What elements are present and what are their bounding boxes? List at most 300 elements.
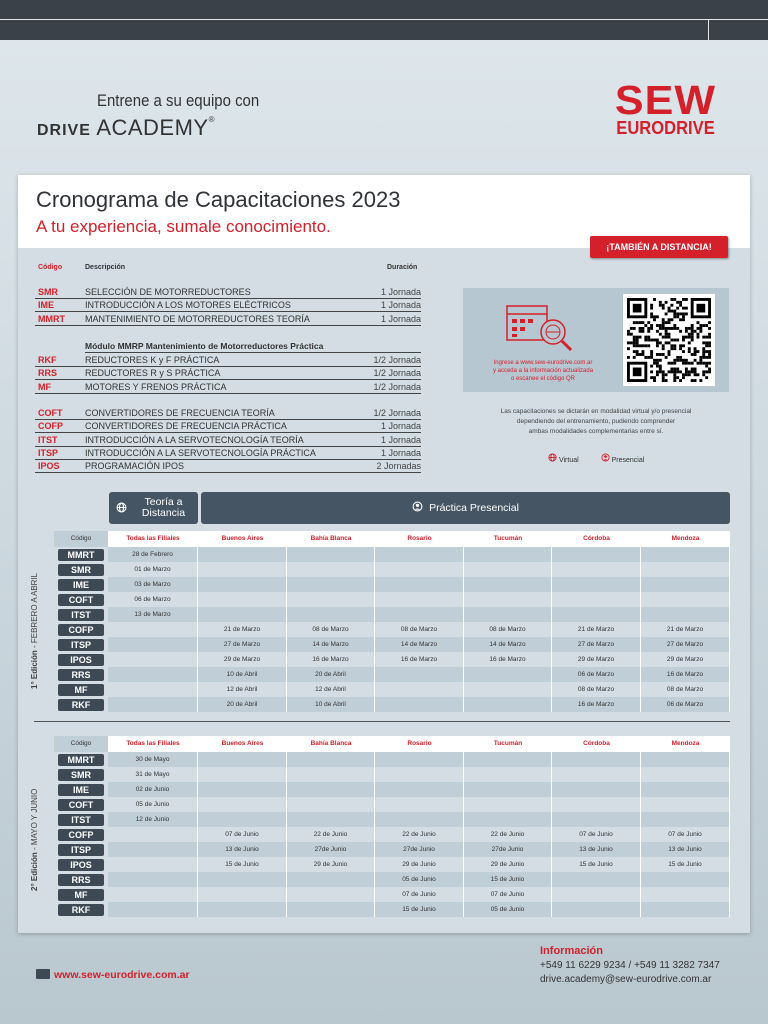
modality-legend <box>548 453 664 464</box>
code-cell <box>54 562 108 577</box>
table-header-row <box>54 736 730 752</box>
date-cell <box>108 857 198 872</box>
date-cell <box>375 797 464 812</box>
edition-1-label: 1° Edición - FEBRERO A ABRIL <box>30 572 39 689</box>
date-cell: 07 de Junio <box>198 827 287 842</box>
date-cell <box>552 812 641 827</box>
date-cell: 02 de Junio <box>108 782 198 797</box>
date-cell <box>641 767 730 782</box>
date-cell <box>287 562 375 577</box>
course-code-badge: RKF <box>58 699 104 711</box>
info-text: Ingrese a www.sew-eurodrive.com.ar y acceda a la información actualizada o escanee el código QR <box>492 360 594 383</box>
course-duration: 1 Jornada <box>380 421 421 432</box>
course-description: MANTENIMIENTO DE MOTORREDUCTORES TEORÍA <box>85 313 310 324</box>
date-cell: 21 de Marzo <box>552 622 641 637</box>
course-code-badge: COFP <box>58 829 104 841</box>
date-cell: 13 de Junio <box>198 842 287 857</box>
schedule-table-edition-1 <box>54 531 730 712</box>
course-code-badge: MMRT <box>58 549 104 561</box>
course-duration: 1/2 Jornada <box>373 368 421 379</box>
code-cell <box>54 752 108 767</box>
date-cell <box>464 797 552 812</box>
table-row <box>54 562 730 577</box>
date-cell: 06 de Marzo <box>641 697 730 712</box>
course-code-badge: IME <box>58 784 104 796</box>
table-row <box>54 637 730 652</box>
edition-2-label: 2° Edición - MAYO Y JUNIO <box>30 788 39 891</box>
date-cell: 15 de Junio <box>641 857 730 872</box>
date-cell: 15 de Junio <box>464 872 552 887</box>
date-cell: 12 de Abril <box>287 682 375 697</box>
phone-numbers: +549 11 6229 9234 / +549 11 3282 7347 <box>540 960 720 972</box>
course-duration: 1 Jornada <box>380 447 421 458</box>
column-header: Bahía Blanca <box>310 740 352 747</box>
code-cell <box>54 652 108 667</box>
date-cell <box>641 607 730 622</box>
modality-text: Las capacitaciones se dictarán en modalidad virtual y/o presencial dependiendo del entrenamiento, pudiendo comprender ambas modalidades complementarias entre sí. <box>500 408 692 435</box>
course-code-badge: ITST <box>58 814 104 826</box>
top-bar <box>0 0 768 40</box>
date-cell <box>641 872 730 887</box>
date-cell <box>641 752 730 767</box>
table-row <box>54 577 730 592</box>
date-cell <box>464 812 552 827</box>
date-cell <box>198 887 287 902</box>
date-cell <box>552 562 641 577</box>
date-cell: 13 de Marzo <box>108 607 198 622</box>
date-cell <box>287 797 375 812</box>
date-cell <box>375 607 464 622</box>
date-cell: 27 de Marzo <box>198 637 287 652</box>
column-header: Todas las Filiales <box>126 740 180 747</box>
course-code-badge: COFP <box>58 624 104 636</box>
date-cell: 15 de Junio <box>375 902 464 917</box>
date-cell: 07 de Junio <box>464 887 552 902</box>
course-code: SMR <box>38 287 58 297</box>
column-header: Bahía Blanca <box>310 535 352 542</box>
date-cell <box>375 682 464 697</box>
date-cell <box>108 902 198 917</box>
date-cell: 15 de Junio <box>198 857 287 872</box>
date-cell <box>198 872 287 887</box>
column-header: Tucumán <box>493 535 523 542</box>
date-cell: 14 de Marzo <box>464 637 552 652</box>
date-cell <box>198 782 287 797</box>
column-header: Córdoba <box>583 535 610 542</box>
course-row <box>35 313 421 326</box>
date-cell: 08 de Marzo <box>287 622 375 637</box>
table-row <box>54 872 730 887</box>
course-code: IME <box>38 300 55 311</box>
header-practica-presencial: Práctica Presencial <box>201 492 730 524</box>
edition-separator <box>34 721 730 722</box>
course-code: MF <box>38 381 51 392</box>
date-cell <box>287 577 375 592</box>
code-cell <box>54 697 108 712</box>
date-cell: 14 de Marzo <box>287 637 375 652</box>
date-cell <box>287 812 375 827</box>
calendar-search-icon <box>505 300 577 352</box>
table-row <box>54 887 730 902</box>
date-cell: 07 de Junio <box>641 827 730 842</box>
date-cell: 03 de Marzo <box>108 577 198 592</box>
page-subtitle: A tu experiencia, sumale conocimiento. <box>36 217 331 236</box>
date-cell <box>641 902 730 917</box>
code-cell <box>54 767 108 782</box>
date-cell: 16 de Marzo <box>375 652 464 667</box>
date-cell <box>108 842 198 857</box>
course-duration: 1 Jornada <box>380 300 421 311</box>
col-desc-header: Descripción <box>85 264 126 271</box>
column-header: Código <box>54 531 108 547</box>
qr-code[interactable] <box>623 294 715 386</box>
course-duration: 1 Jornada <box>380 287 421 297</box>
course-code-badge: ITST <box>58 609 104 621</box>
course-code-badge: COFT <box>58 594 104 606</box>
date-cell: 08 de Marzo <box>641 682 730 697</box>
code-cell <box>54 842 108 857</box>
column-header: Todas las Filiales <box>126 535 180 542</box>
date-cell <box>198 752 287 767</box>
date-cell: 05 de Junio <box>375 872 464 887</box>
course-code: IPOS <box>38 461 60 472</box>
date-cell: 30 de Mayo <box>108 752 198 767</box>
remote-badge: ¡TAMBIÉN A DISTANCIA! <box>590 236 728 258</box>
course-description: INTRODUCCIÓN A LA SERVOTECNOLOGÍA PRÁCTICA <box>85 447 316 458</box>
date-cell: 29 de Junio <box>287 857 375 872</box>
date-cell <box>108 637 198 652</box>
course-row <box>35 447 421 460</box>
date-cell <box>287 782 375 797</box>
course-row <box>35 286 421 299</box>
date-cell <box>464 592 552 607</box>
table-row <box>54 652 730 667</box>
code-cell <box>54 887 108 902</box>
course-row <box>35 381 421 394</box>
email-link[interactable]: drive.academy@sew-eurodrive.com.ar <box>540 974 712 986</box>
date-cell <box>552 577 641 592</box>
date-cell <box>198 767 287 782</box>
table-row <box>54 812 730 827</box>
course-description: CONVERTIDORES DE FRECUENCIA PRÁCTICA <box>85 421 287 432</box>
date-cell <box>641 547 730 562</box>
date-cell <box>375 562 464 577</box>
date-cell <box>198 812 287 827</box>
column-header: Tucumán <box>493 740 523 747</box>
date-cell: 22 de Junio <box>464 827 552 842</box>
date-cell: 29 de Marzo <box>198 652 287 667</box>
date-cell: 28 de Febrero <box>108 547 198 562</box>
table-row <box>54 607 730 622</box>
date-cell: 20 de Abril <box>287 667 375 682</box>
date-cell <box>375 697 464 712</box>
code-cell <box>54 682 108 697</box>
course-code-badge: MF <box>58 684 104 696</box>
date-cell <box>108 622 198 637</box>
code-cell <box>54 637 108 652</box>
date-cell <box>464 547 552 562</box>
course-duration: 1/2 Jornada <box>373 381 421 392</box>
course-description: INTRODUCCIÓN A LA SERVOTECNOLOGÍA TEORÍA <box>85 434 304 445</box>
table-row <box>54 667 730 682</box>
date-cell <box>108 697 198 712</box>
schedule-table-edition-2 <box>54 736 730 917</box>
date-cell <box>108 682 198 697</box>
course-description: MOTORES Y FRENOS PRÁCTICA <box>85 381 227 392</box>
course-duration: 1/2 Jornada <box>373 408 421 418</box>
date-cell <box>198 592 287 607</box>
date-cell: 08 de Marzo <box>375 622 464 637</box>
course-row <box>35 299 421 312</box>
col-code-header: Código <box>38 264 63 271</box>
course-code: MMRT <box>38 313 65 324</box>
date-cell <box>464 682 552 697</box>
column-header: Buenos Aires <box>221 535 264 542</box>
table-row <box>54 782 730 797</box>
date-cell <box>552 872 641 887</box>
date-cell <box>287 872 375 887</box>
course-code: RRS <box>38 368 58 379</box>
code-cell <box>54 667 108 682</box>
course-description: REDUCTORES K y F PRÁCTICA <box>85 355 220 365</box>
course-description: PROGRAMACIÓN IPOS <box>85 461 185 472</box>
table-row <box>54 902 730 917</box>
date-cell <box>108 887 198 902</box>
date-cell: 27de Junio <box>375 842 464 857</box>
globe-icon <box>116 502 127 513</box>
contact-info: Información +549 11 6229 9234 / +549 11 3282 7347 drive.academy@sew-eurodrive.com.ar <box>540 945 720 986</box>
code-cell <box>54 902 108 917</box>
course-code-badge: ITSP <box>58 844 104 856</box>
table-row <box>54 767 730 782</box>
date-cell <box>375 752 464 767</box>
course-code-badge: SMR <box>58 769 104 781</box>
page-title: Cronograma de Capacitaciones 2023 <box>36 187 401 212</box>
table-row <box>54 752 730 767</box>
date-cell: 29 de Marzo <box>641 652 730 667</box>
course-code-badge: MMRT <box>58 754 104 766</box>
date-cell <box>108 652 198 667</box>
course-code-badge: RRS <box>58 669 104 681</box>
person-icon <box>601 453 610 462</box>
website-link[interactable]: www.sew-eurodrive.com.ar <box>36 969 190 981</box>
column-header: Mendoza <box>671 740 700 747</box>
table-row <box>54 682 730 697</box>
date-cell: 29 de Marzo <box>552 652 641 667</box>
course-code-badge: IPOS <box>58 654 104 666</box>
code-cell <box>54 797 108 812</box>
date-cell: 12 de Junio <box>108 812 198 827</box>
arrow-icon <box>36 969 50 979</box>
date-cell <box>552 547 641 562</box>
date-cell: 12 de Abril <box>198 682 287 697</box>
globe-icon <box>548 453 557 462</box>
date-cell: 21 de Marzo <box>198 622 287 637</box>
date-cell <box>552 782 641 797</box>
course-code-badge: RKF <box>58 904 104 916</box>
date-cell <box>641 812 730 827</box>
table-row <box>54 622 730 637</box>
date-cell: 29 de Junio <box>464 857 552 872</box>
column-header: Rosario <box>407 740 432 747</box>
course-code: RKF <box>38 355 57 365</box>
date-cell <box>198 607 287 622</box>
date-cell <box>464 767 552 782</box>
date-cell: 06 de Marzo <box>108 592 198 607</box>
date-cell <box>375 592 464 607</box>
date-cell <box>108 872 198 887</box>
date-cell <box>375 547 464 562</box>
date-cell: 16 de Marzo <box>287 652 375 667</box>
date-cell: 07 de Junio <box>375 887 464 902</box>
course-code: ITST <box>38 434 58 445</box>
date-cell: 01 de Marzo <box>108 562 198 577</box>
date-cell: 16 de Marzo <box>552 697 641 712</box>
table-row <box>54 697 730 712</box>
date-cell <box>287 902 375 917</box>
date-cell: 29 de Junio <box>375 857 464 872</box>
footer <box>0 935 768 1024</box>
course-row <box>35 407 421 420</box>
course-description: REDUCTORES R y S PRÁCTICA <box>85 368 221 379</box>
date-cell: 07 de Junio <box>552 827 641 842</box>
course-description: SELECCIÓN DE MOTORREDUCTORES <box>85 287 251 297</box>
date-cell: 22 de Junio <box>375 827 464 842</box>
course-row <box>35 367 421 380</box>
code-cell <box>54 812 108 827</box>
table-row <box>54 827 730 842</box>
date-cell <box>287 592 375 607</box>
course-code-badge: RRS <box>58 874 104 886</box>
date-cell <box>641 577 730 592</box>
course-code-badge: ITSP <box>58 639 104 651</box>
course-row <box>35 420 421 433</box>
date-cell <box>464 562 552 577</box>
date-cell <box>108 667 198 682</box>
code-cell <box>54 622 108 637</box>
table-row <box>54 842 730 857</box>
date-cell: 15 de Junio <box>552 857 641 872</box>
date-cell: 10 de Abril <box>198 667 287 682</box>
header-teoria-distancia: Teoría a Distancia <box>109 492 198 524</box>
course-code-badge: IPOS <box>58 859 104 871</box>
date-cell <box>641 887 730 902</box>
course-code-badge: IME <box>58 579 104 591</box>
date-cell <box>641 797 730 812</box>
course-row <box>35 354 421 367</box>
table-row <box>54 592 730 607</box>
code-cell <box>54 577 108 592</box>
code-cell <box>54 872 108 887</box>
date-cell <box>108 827 198 842</box>
code-cell <box>54 547 108 562</box>
date-cell <box>641 592 730 607</box>
course-duration: 1 Jornada <box>380 434 421 445</box>
date-cell <box>552 797 641 812</box>
date-cell <box>464 752 552 767</box>
date-cell <box>287 887 375 902</box>
date-cell: 16 de Marzo <box>464 652 552 667</box>
date-cell <box>552 767 641 782</box>
date-cell <box>375 812 464 827</box>
date-cell: 27de Junio <box>464 842 552 857</box>
date-cell: 14 de Marzo <box>375 637 464 652</box>
column-header: Código <box>54 736 108 752</box>
date-cell: 13 de Junio <box>641 842 730 857</box>
date-cell <box>375 577 464 592</box>
course-code-badge: MF <box>58 889 104 901</box>
date-cell: 21 de Marzo <box>641 622 730 637</box>
date-cell <box>464 667 552 682</box>
date-cell: 22 de Junio <box>287 827 375 842</box>
column-header: Córdoba <box>583 740 610 747</box>
date-cell <box>375 767 464 782</box>
date-cell <box>198 577 287 592</box>
legend-presencial: Presencial <box>601 457 645 464</box>
column-header: Mendoza <box>671 535 700 542</box>
date-cell <box>287 607 375 622</box>
course-code-badge: SMR <box>58 564 104 576</box>
course-duration: 1/2 Jornada <box>373 355 421 365</box>
date-cell <box>198 902 287 917</box>
info-box <box>463 288 729 392</box>
table-row <box>54 797 730 812</box>
date-cell: 06 de Marzo <box>552 667 641 682</box>
date-cell: 20 de Abril <box>198 697 287 712</box>
column-header: Buenos Aires <box>221 740 264 747</box>
date-cell: 27 de Marzo <box>552 637 641 652</box>
course-code: ITSP <box>38 447 59 458</box>
date-cell: 05 de Junio <box>108 797 198 812</box>
course-code: COFT <box>38 408 63 418</box>
code-cell <box>54 782 108 797</box>
date-cell <box>198 797 287 812</box>
date-cell: 08 de Marzo <box>464 622 552 637</box>
date-cell: 10 de Abril <box>287 697 375 712</box>
date-cell <box>198 547 287 562</box>
table-row <box>54 857 730 872</box>
date-cell <box>552 607 641 622</box>
date-cell <box>375 667 464 682</box>
col-duration-header: Duración <box>387 264 418 271</box>
code-cell <box>54 592 108 607</box>
column-header: Rosario <box>407 535 432 542</box>
date-cell <box>464 607 552 622</box>
course-description: CONVERTIDORES DE FRECUENCIA TEORÍA <box>85 408 275 418</box>
date-cell: 31 de Mayo <box>108 767 198 782</box>
module-title: Módulo MMRP Mantenimiento de Motorreductores Práctica <box>85 341 421 353</box>
date-cell: 16 de Marzo <box>641 667 730 682</box>
sew-eurodrive-logo: SEW EURODRIVE <box>614 77 717 138</box>
legend-virtual: Virtual <box>548 457 579 464</box>
date-cell <box>464 697 552 712</box>
tagline: Entrene a su equipo con <box>97 91 260 110</box>
date-cell <box>464 577 552 592</box>
course-row <box>35 460 421 473</box>
course-row <box>35 434 421 447</box>
person-icon <box>412 501 423 512</box>
date-cell <box>287 547 375 562</box>
course-code-badge: COFT <box>58 799 104 811</box>
date-cell <box>552 902 641 917</box>
date-cell <box>641 562 730 577</box>
table-row <box>54 547 730 562</box>
course-code: COFP <box>38 421 64 432</box>
date-cell <box>287 767 375 782</box>
schedule-card <box>18 175 750 933</box>
date-cell: 05 de Junio <box>464 902 552 917</box>
course-duration: 2 Jornadas <box>376 461 421 472</box>
